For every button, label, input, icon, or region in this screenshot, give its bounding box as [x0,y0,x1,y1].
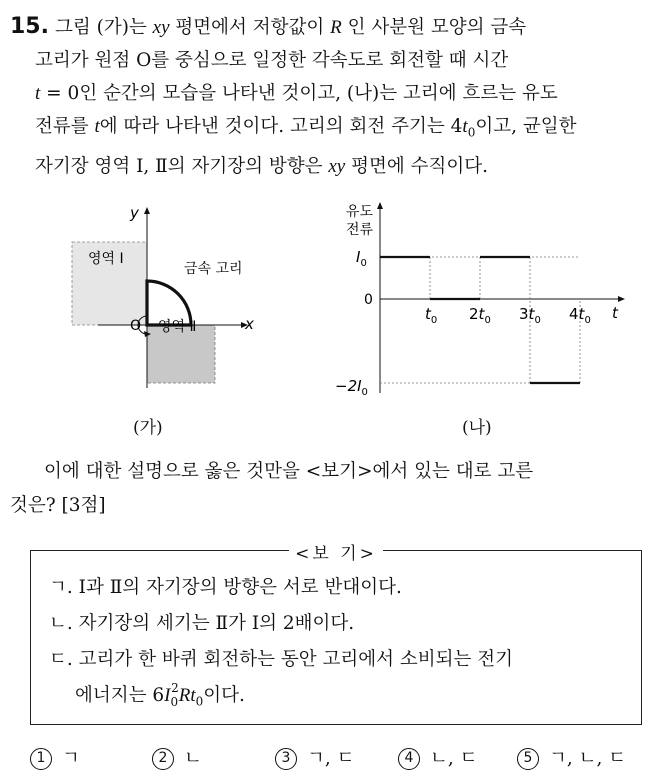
y-axis-label: y [130,204,139,222]
choice-5[interactable]: 5 ㄱ, ㄴ, ㄷ [517,744,626,770]
bogi-title: <보 기> [289,544,383,564]
tick-zero: 0 [364,292,373,308]
choice-1[interactable]: 1 ㄱ [30,744,80,770]
question-text [10,10,660,183]
x-tick-label: $2t_0$ [469,305,491,326]
choice-3[interactable]: 3 ㄱ, ㄷ [275,744,355,770]
question-number: 15. [10,14,49,39]
region-1-label: 영역 Ⅰ [88,251,124,267]
ylabel-1: 유도 [346,204,374,220]
x-axis-arrow [618,296,625,302]
figure-ga-caption: (가) [133,418,163,438]
x-tick-label: $t_0$ [425,305,438,326]
question-line-4: 전류를 t에 따라 나타낸 것이다. 고리의 회전 주기는 $4t_0$이고, 균일한 [35,116,577,140]
figure-na [330,198,630,398]
tick-I0: $I_0$ [356,248,367,269]
prompt-line-1: 이에 대한 설명으로 옳은 것만을 <보기>에서 있는 대로 고른 [44,461,534,482]
x-tick-label: $3t_0$ [519,305,541,326]
bogi-option-1: ㄱ. Ⅰ과 Ⅱ의 자기장의 방향은 서로 반대이다. [49,577,402,598]
question-line-1: 15. 그림 (가)는 xy 평면에서 저항값이 R 인 사분원 모양의 금속 [10,14,527,39]
question-line-3: t = 0인 순간의 모습을 나타낸 것이고, (나)는 고리에 흐르는 유도 [35,83,558,104]
bogi-box [30,544,642,725]
bogi-option-3: ㄷ. 고리가 한 바퀴 회전하는 동안 고리에서 소비되는 전기 [49,649,513,670]
x-tick-labels [425,305,591,326]
x-axis-label: x [245,315,254,333]
x-tick-label: $4t_0$ [569,305,591,326]
y-axis-arrow [377,202,383,209]
origin-label: O [130,318,142,334]
ylabel-2: 전류 [346,222,374,238]
choice-4[interactable]: 4 ㄴ, ㄷ [398,744,478,770]
loop-label: 금속 고리 [184,261,243,277]
bogi-option-3-cont: 에너지는 $6I_0^2Rt_0$이다. [75,680,245,709]
prompt [10,455,650,523]
prompt-line-2: 것은? [3점] [10,495,106,516]
figure-ga [58,198,268,388]
y-axis-arrow [144,207,150,214]
tick-minus-2I0: $-2I_0$ [335,377,368,398]
choice-2[interactable]: 2 ㄴ [152,744,202,770]
region-2-label: 영역 Ⅱ [158,319,197,335]
xlabel: t [612,304,618,322]
bogi-option-2: ㄴ. 자기장의 세기는 Ⅱ가 Ⅰ의 2배이다. [49,613,355,634]
question-line-5: 자기장 영역 Ⅰ, Ⅱ의 자기장의 방향은 xy 평면에 수직이다. [35,155,488,177]
question-line-2: 고리가 원점 O를 중심으로 일정한 각속도로 회전할 때 시간 [35,50,509,71]
figure-na-caption: (나) [462,418,492,438]
